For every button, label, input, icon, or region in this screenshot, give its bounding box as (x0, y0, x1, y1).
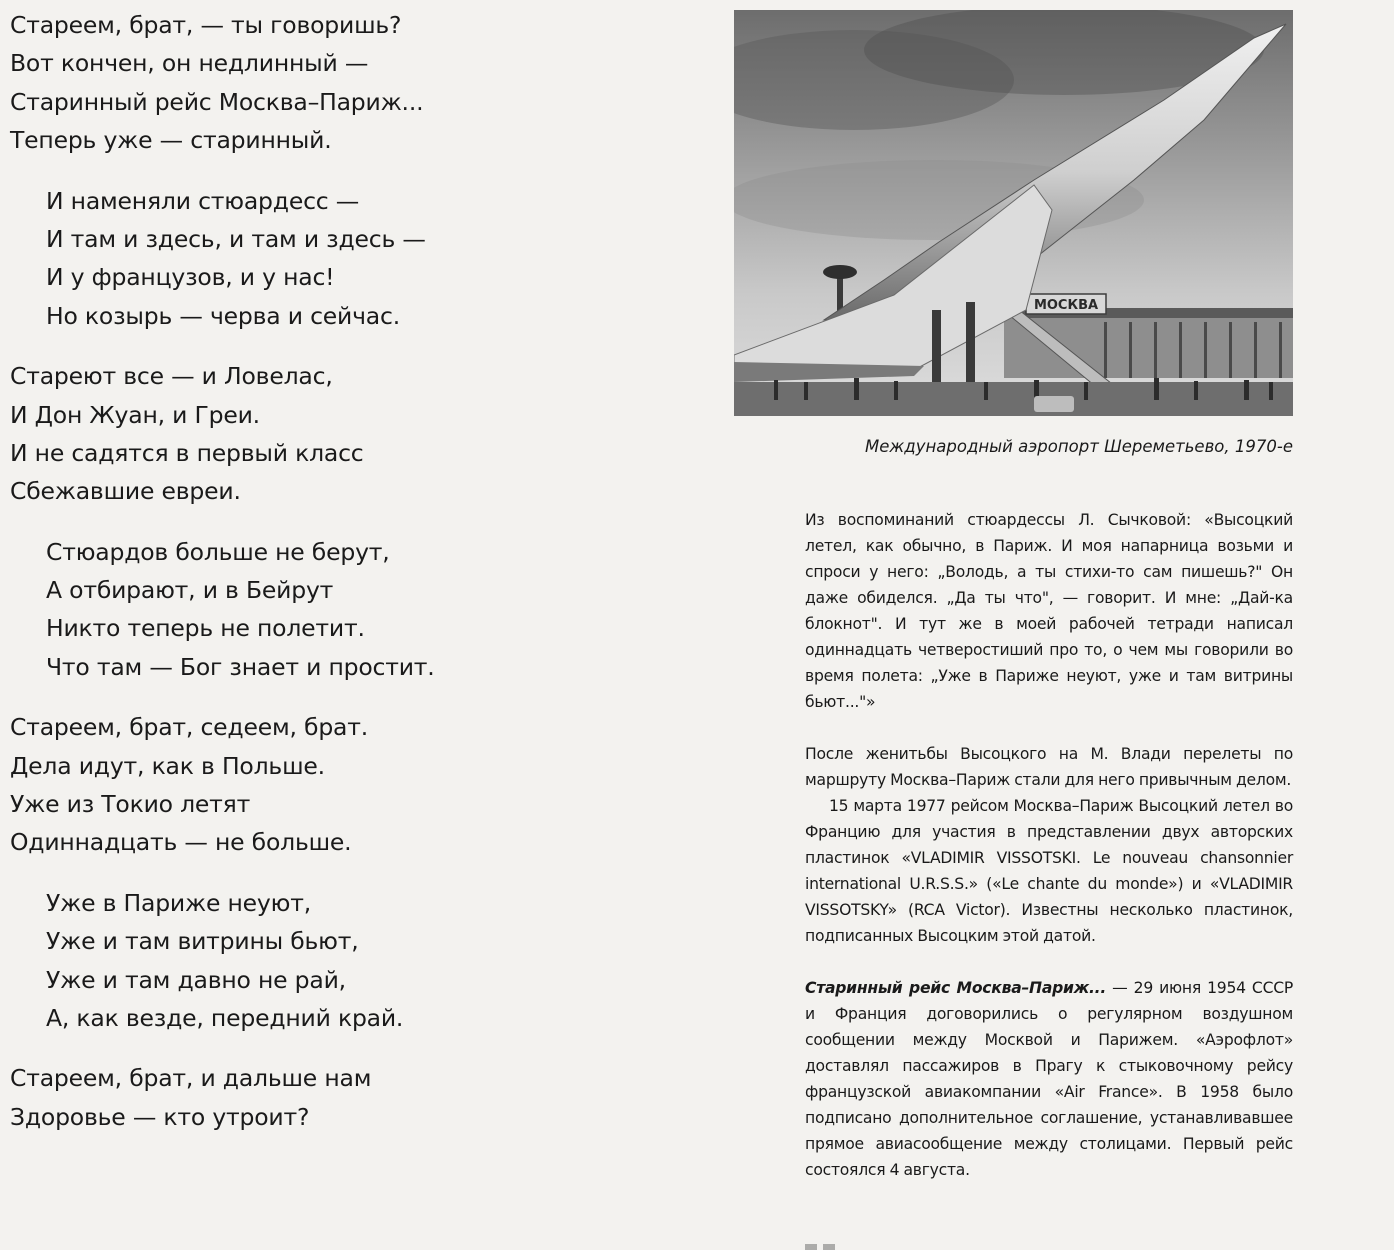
poem-line: Стареем, брат, седеем, брат. (10, 713, 369, 742)
poem-line: Дела идут, как в Польше. (10, 751, 325, 780)
poem-line: И не садятся в первый класс (10, 438, 364, 467)
cut-off-next-line (805, 1244, 1045, 1250)
poem-line: Стареем, брат, и дальше нам (10, 1064, 372, 1093)
stanza (10, 533, 710, 687)
poem-line: Никто теперь не полетит. (46, 614, 365, 643)
commentary-paragraph-3: 15 марта 1977 рейсом Москва–Париж Высоцкий летел во Францию для участия в представлении двух авторских пластинок «VLADIMIR VISSOTSKI. Le nouveau chansonnier international U.R.S.S.» («Le chante du monde») и «VLADIMIR VISSOTSKY» (RCA Victor). Известны несколько пластинок, подписанных Высоцким этой датой. (805, 797, 1293, 945)
poem-line: Стареем, брат, — ты говоришь? (10, 11, 402, 39)
poem-line: И там и здесь, и там и здесь — (46, 224, 426, 253)
poem-line: Одиннадцать — не больше. (10, 828, 352, 857)
commentary (805, 507, 1293, 1183)
stanza (10, 357, 710, 511)
photo-caption: Международный аэропорт Шереметьево, 1970-е (865, 437, 1293, 456)
poem-line: Стареют все — и Ловелас, (10, 362, 333, 391)
stanza (10, 182, 710, 336)
poem-line: Сбежавшие евреи. (10, 477, 241, 506)
terminal-sign: МОСКВА (1033, 298, 1099, 313)
commentary-paragraph-4 (805, 975, 1293, 1183)
commentary-paragraph-2: После женитьбы Высоцкого на М. Влади перелеты по маршруту Москва–Париж стали для него привычным делом. (805, 745, 1293, 789)
stanza (10, 708, 710, 862)
stanza (10, 6, 710, 160)
poem-line: И у французов, и у нас! (46, 263, 335, 292)
poem-line: Что там — Бог знает и простит. (46, 652, 435, 681)
stanza (10, 884, 710, 1038)
poem-line: И наменяли стюардесс — (46, 186, 360, 215)
poem-line: Старинный рейс Москва–Париж... (10, 87, 424, 116)
poem-line: Стюардов больше не берут, (46, 537, 390, 566)
poem-line: И Дон Жуан, и Греи. (10, 400, 260, 429)
poem-line: Вот кончен, он недлинный — (10, 49, 369, 78)
poem-line: Теперь уже — старинный. (10, 126, 332, 155)
poem-line: Уже и там витрины бьют, (46, 927, 359, 956)
poem-line: Здоровье — кто утроит? (10, 1102, 310, 1131)
commentary-lead: Старинный рейс Москва–Париж... (805, 979, 1107, 997)
poem-line: Уже и там давно не рай, (46, 965, 346, 994)
stanza (10, 1059, 710, 1136)
poem-line: А отбирают, и в Бейрут (46, 576, 334, 605)
airport-photo (734, 10, 1293, 416)
poem-line: Но козырь — черва и сейчас. (46, 301, 400, 330)
poem-line: А, как везде, передний край. (46, 1003, 404, 1032)
commentary-body: — 29 июня 1954 СССР и Франция договорились о регулярном воздушном сообщении между Москвой и Парижем. «Аэрофлот» доставлял пассажиров в Прагу к стыковочному рейсу французской авиакомпании «Air France». В 1958 было подписано дополнительное соглашение, устанавливавшее прямое авиасообщение между столицами. Первый рейс состоялся 4 августа. (805, 979, 1294, 1179)
poem-line: Уже из Токио летят (10, 790, 251, 819)
commentary-paragraph-1: Из воспоминаний стюардессы Л. Сычковой: «Высоцкий летел, как обычно, в Париж. И моя напарница возьми и спроси у него: „Володь, а ты стихи-то сам пишешь?" Он даже обиделся. „Да ты что", — говорит. И мне: „Дай-ка блокнот". И тут же в моей рабочей тетради написал одиннадцать четверостиший про то, о чем мы говорили во время полета: „Уже в Париже неуют, уже и там витрины бьют..."» (805, 511, 1293, 711)
poem-line: Уже в Париже неуют, (46, 888, 311, 917)
poem (10, 6, 710, 1158)
